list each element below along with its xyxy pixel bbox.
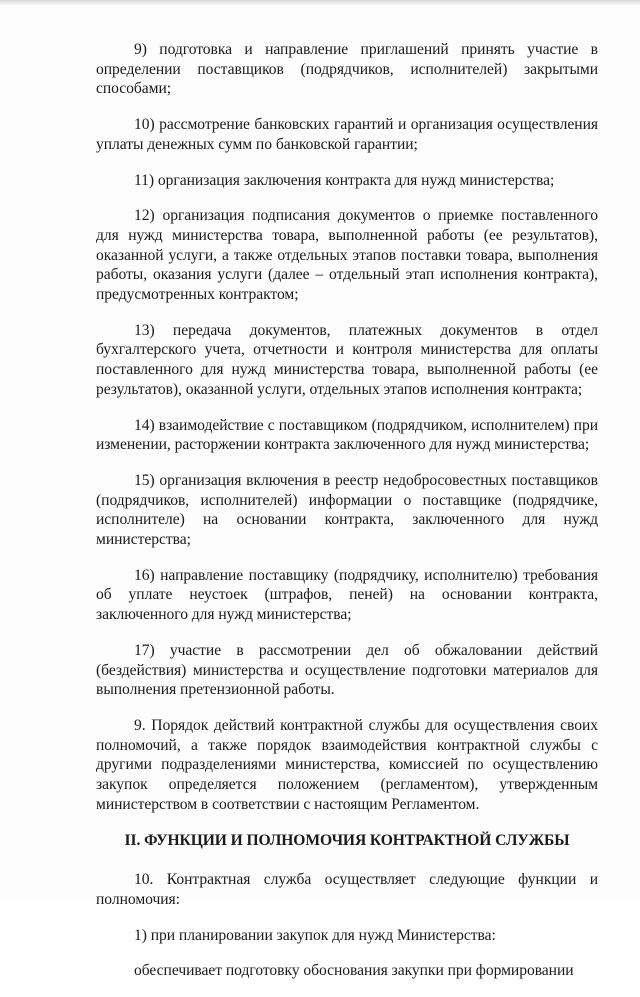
paragraph-item-17: 17) участие в рассмотрении дел об обжаловании действий (бездействия) министерства и осуществление подготовки материалов для выполнения претензионной работы. <box>96 641 598 699</box>
paragraph-item-11: 11) организация заключения контракта для нужд министерства; <box>134 171 555 189</box>
paragraph-item-16: 16) направление поставщику (подрядчику, исполнителю) требования об уплате неустоек (штрафов, пеней) на основании контракта, заключенного для нужд министерства; <box>96 566 598 624</box>
paragraph-subitem-1: 1) при планировании закупок для нужд Министерства: <box>134 926 496 944</box>
paragraph-subitem-text: обеспечивает подготовку обоснования закупки при формировании <box>134 962 574 980</box>
paragraph-item-15: 15) организация включения в реестр недобросовестных поставщиков (подрядчиков, исполнителей) информации о поставщике (подрядчике, исполнителе) на основании контракта, заключенного для нужд министерства; <box>96 471 598 549</box>
document-body <box>96 40 598 997</box>
paragraph-item-10: 10) рассмотрение банковских гарантий и организация осуществления уплаты денежных сумм по банковской гарантии; <box>96 116 598 153</box>
page-top-edge <box>0 0 640 6</box>
paragraph-clause-10: 10. Контрактная служба осуществляет следующие функции и полномочия: <box>96 871 598 908</box>
paragraph-item-13: 13) передача документов, платежных документов в отдел бухгалтерского учета, отчетности и контроля министерства для оплаты поставленного для нужд министерства товара, выполненной работы (ее результатов), оказанной услуги, отдельных этапов исполнения контракта; <box>96 321 598 398</box>
section-heading: II. ФУНКЦИИ И ПОЛНОМОЧИЯ КОНТРАКТНОЙ СЛУЖБЫ <box>124 831 570 849</box>
paragraph-item-12: 12) организация подписания документов о приемке поставленного для нужд министерства товара, выполненной работы (ее результатов), оказанной услуги, а также отдельных этапов поставки товара, выполнения работы, оказания услуги (далее – отдельный этап исполнения контракта), предусмотренных контрактом; <box>96 207 598 304</box>
paragraph-item-9: 9) подготовка и направление приглашений принять участие в определении поставщиков (подрядчиков, исполнителей) закрытыми способами; <box>96 41 598 98</box>
paragraph-item-14: 14) взаимодействие с поставщиком (подрядчиком, исполнителем) при изменении, расторжении контракта заключенного для нужд министерства; <box>96 416 598 454</box>
paragraph-clause-9: 9. Порядок действий контрактной службы для осуществления своих полномочий, а также порядок взаимодействия контрактной службы с другими подразделениями министерства, комиссией по осуществлению закупок определяется положением (регламентом), утвержденным министерством в соответствии с настоящим Регламентом. <box>96 716 598 813</box>
